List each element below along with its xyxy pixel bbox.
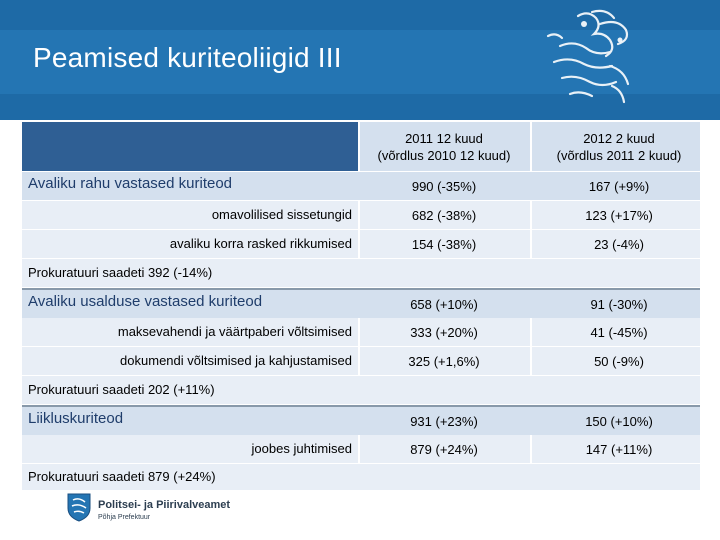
prosecution-note: Prokuratuuri saadeti 392 (-14%) bbox=[28, 265, 213, 280]
col-header-2012-line1: 2012 2 kuud bbox=[583, 130, 655, 146]
table-row bbox=[22, 405, 700, 436]
value-2011: 931 (+23%) bbox=[410, 413, 478, 429]
value-2011: 325 (+1,6%) bbox=[408, 353, 480, 369]
table-row bbox=[22, 435, 700, 464]
prosecution-note: Prokuratuuri saadeti 879 (+24%) bbox=[28, 469, 216, 484]
value-2012: 147 (+11%) bbox=[585, 441, 653, 457]
col-header-2011-line1: 2011 12 kuud bbox=[405, 130, 483, 146]
table-row bbox=[22, 288, 700, 319]
table-row bbox=[22, 230, 700, 259]
value-2012: 91 (-30%) bbox=[590, 296, 648, 312]
value-2011: 154 (-38%) bbox=[411, 236, 477, 252]
value-2011: 990 (-35%) bbox=[411, 178, 477, 194]
value-2011: 879 (+24%) bbox=[410, 441, 478, 457]
page-title: Peamised kuriteoliigid III bbox=[33, 42, 342, 73]
subcategory-label: joobes juhtimised bbox=[251, 441, 352, 456]
col-header-2012-line2: (võrdlus 2011 2 kuud) bbox=[556, 147, 682, 163]
table-header-row bbox=[22, 122, 700, 172]
value-2012: 23 (-4%) bbox=[594, 236, 644, 252]
value-2011: 682 (-38%) bbox=[411, 207, 477, 223]
value-2012: 123 (+17%) bbox=[585, 207, 653, 223]
table-row bbox=[22, 347, 700, 376]
subcategory-label: dokumendi võltsimised ja kahjustamised bbox=[120, 353, 352, 368]
slide-header bbox=[0, 0, 720, 120]
table-row bbox=[22, 376, 700, 404]
category-label: Avaliku rahu vastased kuriteod bbox=[28, 175, 233, 192]
value-2011: 333 (+20%) bbox=[410, 324, 478, 340]
col-header-2011-line2: (võrdlus 2010 12 kuud) bbox=[377, 147, 511, 163]
footer-org-name: Politsei- ja Piirivalveamet bbox=[98, 499, 231, 511]
footer-unit-name: Põhja Prefektuur bbox=[98, 514, 151, 521]
col-header-2012 bbox=[538, 122, 700, 171]
table-row bbox=[22, 201, 700, 230]
value-2011: 658 (+10%) bbox=[410, 296, 478, 312]
table-row bbox=[22, 259, 700, 287]
table-row bbox=[22, 172, 700, 201]
subcategory-label: avaliku korra rasked rikkumised bbox=[169, 236, 352, 251]
subcategory-label: omavolilised sissetungid bbox=[211, 207, 352, 222]
lion-crest-icon bbox=[540, 6, 650, 110]
col-header-2011 bbox=[366, 122, 522, 171]
table-row bbox=[22, 318, 700, 347]
table-row bbox=[22, 464, 700, 490]
category-label: Avaliku usalduse vastased kuriteod bbox=[28, 293, 263, 310]
prosecution-note: Prokuratuuri saadeti 202 (+11%) bbox=[28, 382, 215, 397]
subcategory-label: maksevahendi ja väärtpaberi võltsimised bbox=[117, 324, 352, 339]
value-2012: 50 (-9%) bbox=[594, 353, 644, 369]
police-shield-icon bbox=[66, 492, 92, 522]
value-2012: 41 (-45%) bbox=[590, 324, 648, 340]
category-label: Liikluskuriteod bbox=[28, 410, 124, 427]
value-2012: 150 (+10%) bbox=[585, 413, 653, 429]
value-2012: 167 (+9%) bbox=[588, 178, 650, 194]
header-blank-cell bbox=[22, 122, 358, 171]
